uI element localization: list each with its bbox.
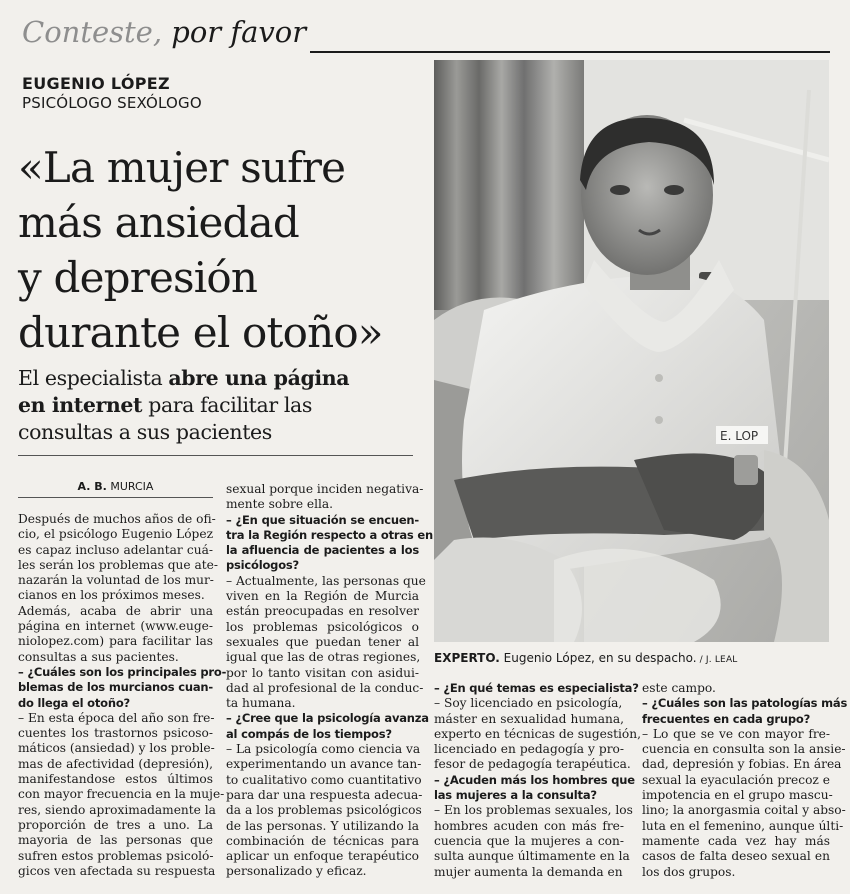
article-line: con mayor frecuencia en la muje- (18, 787, 225, 802)
article-line: sufren estos problemas psicoló- (18, 848, 214, 863)
article-line: máster en sexualidad humana, (434, 711, 624, 726)
byline-author: A. B. (77, 480, 107, 493)
article-line: sexual porque inciden negativa- (226, 482, 424, 496)
deck-bold: en internet (18, 393, 143, 417)
article-line: cianos en los próximos meses. (18, 588, 205, 603)
headline-line: «La mujer sufre (18, 143, 346, 192)
deck-rule (18, 455, 413, 456)
article-line: res, siendo aproximadamente la (18, 802, 216, 817)
article-line: aplicar un enfoque terapéutico (226, 849, 419, 864)
article-line: – Soy licenciado en psicología, (434, 696, 623, 711)
question-line: – ¿Cuáles son las patologías más (642, 696, 848, 711)
article-column-3 (434, 681, 641, 880)
byline-rule (18, 497, 213, 498)
article-line: sexuales que puedan tener al (226, 634, 419, 649)
coat-badge-text: E. LOP (720, 429, 759, 443)
caption-label: EXPERTO. (434, 651, 500, 665)
article-line: – En esta época del año son fre- (18, 710, 215, 725)
article-line: manifestandose estos últimos (18, 772, 213, 787)
byline (18, 480, 213, 494)
article-line: es capaz incluso adelantar cuá- (18, 542, 213, 557)
article-line: – En los problemas sexuales, los (434, 803, 633, 818)
question-line: – ¿Cuáles son los principales pro- (18, 664, 227, 679)
question-line: tra la Región respecto a otras en (226, 527, 433, 542)
byline-place: MURCIA (106, 480, 154, 493)
question-line: las mujeres a la consulta? (434, 788, 597, 803)
article-line: por lo tanto visitan con asidui- (226, 665, 419, 680)
article-line: lino; la anorgasmia coital y abso- (642, 803, 846, 818)
author-name: EUGENIO LÓPEZ (22, 74, 170, 93)
section-label-light: Conteste, (22, 15, 163, 49)
article-line: cuencia en consulta son la ansie- (642, 742, 846, 757)
article-line: Después de muchos años de ofi- (18, 512, 216, 526)
article-line: nazarán la voluntad de los mur- (18, 573, 214, 588)
article-line: dad, depresión y fobias. En área (642, 757, 842, 772)
deck-text: El especialista (18, 366, 169, 390)
headline (18, 140, 428, 360)
article-line: máticos (ansiedad) y los proble- (18, 741, 215, 756)
article-line: cio, el psicólogo Eugenio López (18, 527, 213, 542)
question-line: – ¿Cree que la psicología avanza (226, 711, 429, 726)
article-line: sulta aunque últimamente en la (434, 849, 630, 864)
question-line: frecuentes en cada grupo? (642, 711, 811, 726)
article-line: mamente cada vez hay más (642, 833, 830, 848)
article-line: sexual la eyaculación precoz e (642, 772, 830, 787)
article-line: da a los problemas psicológicos (226, 803, 422, 818)
article-line: experimentando un avance tan- (226, 757, 422, 772)
article-line: – Actualmente, las personas que (226, 573, 426, 588)
question-line: blemas de los murcianos cuan- (18, 680, 213, 695)
question-line: do llega el otoño? (18, 695, 131, 710)
portrait-photo (434, 60, 829, 642)
article-line: cuentes los trastornos psicoso- (18, 726, 213, 741)
article-line: Además, acaba de abrir una (18, 603, 213, 618)
article-line: experto en técnicas de sugestión, (434, 726, 641, 741)
top-rule (310, 51, 830, 53)
deck-text: para facilitar las (142, 393, 312, 417)
article-line: combinación de técnicas para (226, 833, 419, 848)
article-line: hombres acuden con más fre- (434, 818, 624, 833)
article-line: les serán los problemas que ate- (18, 557, 218, 572)
article-line: página en internet (www.euge- (18, 619, 213, 634)
article-line: personalizado y eficaz. (226, 864, 367, 879)
question-line: psicólogos? (226, 558, 300, 573)
article-line: mujer aumenta la demanda en (434, 864, 623, 879)
article-line: están preocupadas en resolver (226, 604, 419, 619)
article-line: mas de afectividad (depresión), (18, 756, 213, 771)
article-line: dad al profesional de la conduc- (226, 680, 424, 695)
question-line: – ¿Acuden más los hombres que (434, 772, 635, 787)
caption-text: Eugenio López, en su despacho. (499, 651, 697, 665)
question-line: al compás de los tiempos? (226, 726, 392, 741)
question-line: la afluencia de pacientes a los (226, 543, 419, 558)
article-line: – La psicología como ciencia va (226, 742, 421, 757)
article-line: mente sobre ella. (226, 497, 334, 512)
deck-text: consultas a sus pacientes (18, 420, 272, 444)
article-column-1 (18, 512, 227, 879)
article-column-2 (226, 482, 433, 880)
article-line: de las personas. Y utilizando la (226, 818, 419, 833)
article-line: este campo. (642, 681, 716, 695)
article-line: luta en el femenino, aunque últi- (642, 818, 844, 833)
section-label (22, 12, 306, 52)
article-line: ta humana. (226, 696, 296, 711)
caption-credit: / J. LEAL (696, 655, 738, 665)
article-line: gicos ven afectada su respuesta (18, 863, 216, 878)
article-line: para dar una respuesta adecua- (226, 787, 423, 802)
article-line: – Lo que se ve con mayor fre- (642, 726, 830, 741)
article-line: los dos grupos. (642, 864, 736, 879)
article-line: consultas a sus pacientes. (18, 649, 179, 664)
headline-line: más ansiedad (18, 198, 299, 247)
headline-line: durante el otoño» (18, 308, 383, 357)
article-line: fesor de pedagogía terapéutica. (434, 757, 631, 772)
deck (18, 365, 418, 446)
article-line: viven en la Región de Murcia (226, 589, 419, 604)
article-line: mayoria de las personas que (18, 833, 213, 848)
article-line: proporción de tres a uno. La (18, 817, 213, 832)
article-line: impotencia en el grupo mascu- (642, 788, 833, 803)
article-line: niolopez.com) para facilitar las (18, 634, 213, 649)
deck-bold: abre una página (168, 366, 350, 390)
headline-line: y depresión (18, 253, 258, 302)
question-line: – ¿En qué temas es especialista? (434, 681, 639, 695)
question-line: – ¿En que situación se encuen- (226, 512, 419, 527)
article-line: casos de falta deseo sexual en (642, 849, 830, 864)
author-role: PSICÓLOGO SEXÓLOGO (22, 94, 202, 112)
article-line: licenciado en pedagogía y pro- (434, 742, 624, 757)
photo-caption (434, 650, 834, 668)
article-line: cuencia que la mujeres a con- (434, 833, 624, 848)
article-line: los problemas psicológicos o (226, 619, 419, 634)
article-column-4 (642, 681, 848, 880)
article-line: to cualitativo como cuantitativo (226, 772, 422, 787)
section-label-dark: por favor (171, 15, 307, 49)
article-line: igual que las de otras regiones, (226, 650, 421, 665)
